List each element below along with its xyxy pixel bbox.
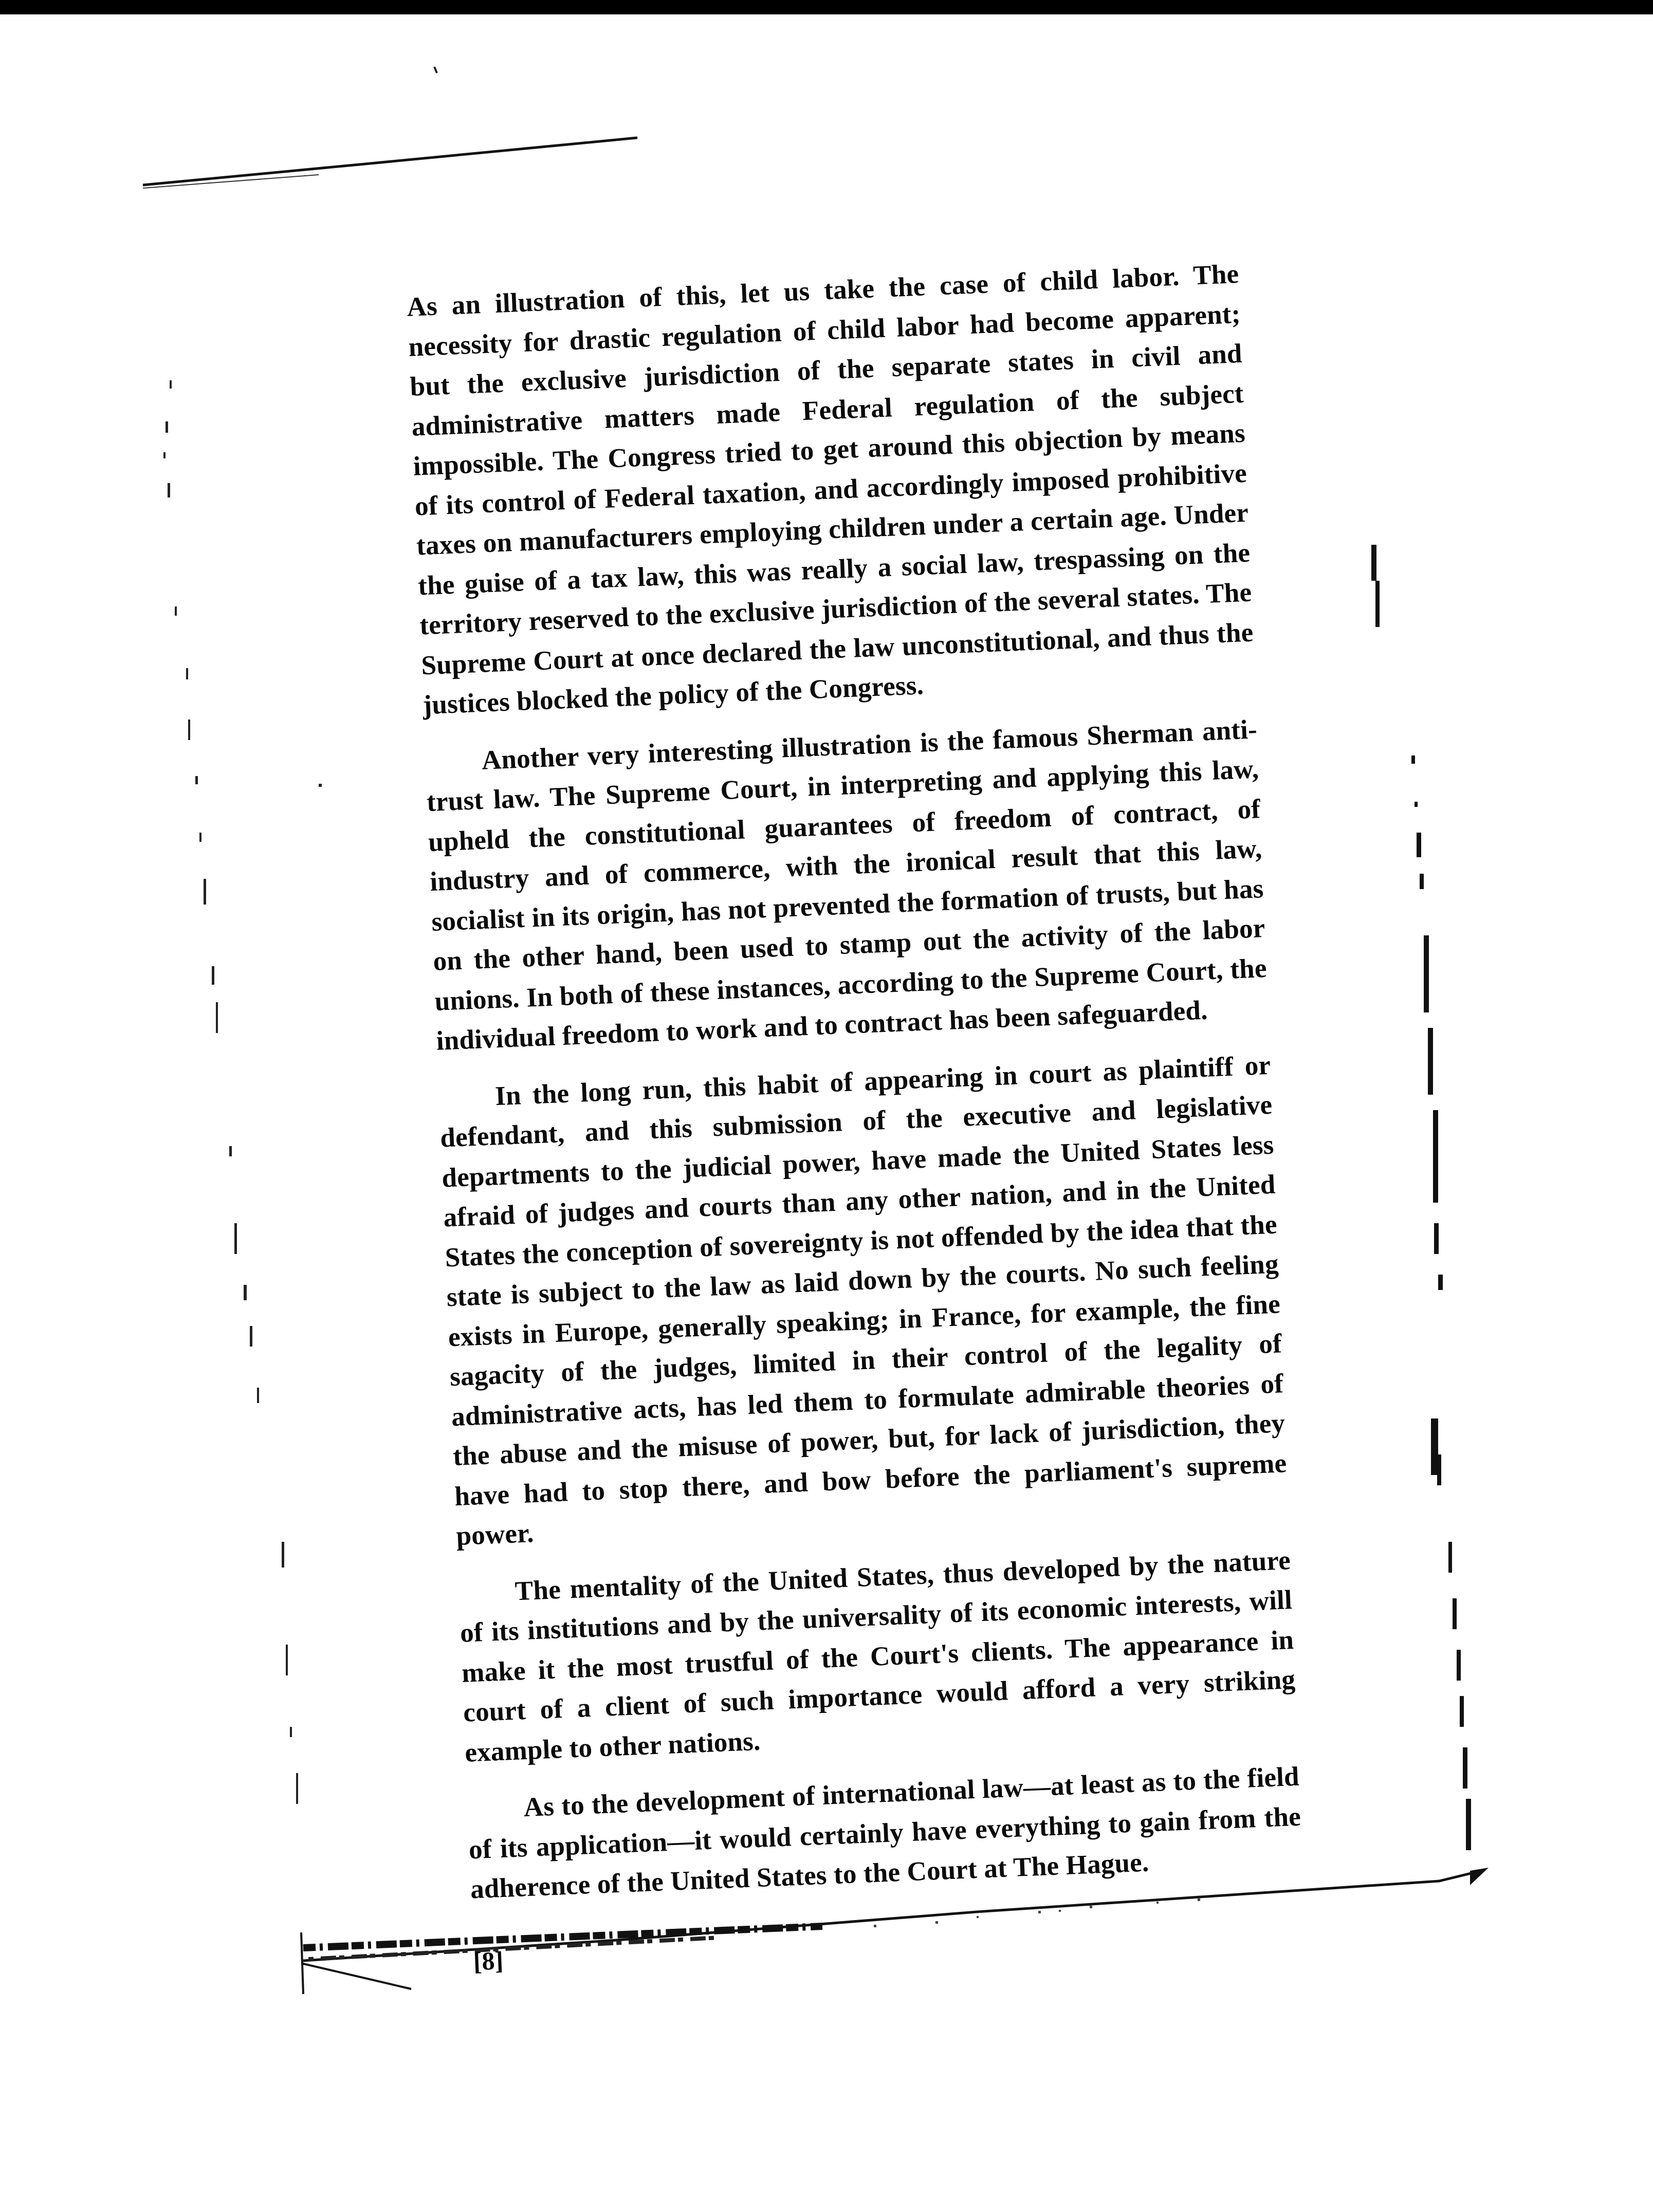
paragraph-international-law: As to the development of international law—at least as to the field of its application—it would certainly have everything to gain from the adherence of the United States to the Court at The Hague. (468, 1761, 1301, 1905)
paragraph-sherman-antitrust: Another very interesting illustration is the famous Sherman anti-trust law. The Supreme Court, in interpreting and applying this law, upheld the constitutional guarantees of freedom of contract, of industry and of commerce, with the ironical result that this law, socialist in its origin, has not prevented the formation of trusts, but has on the other hand, been used to stamp out the activity of the labor unions. In both of these instances, according to the Supreme Court, the individual freedom to work and to contract has been safeguarded. (426, 714, 1268, 1056)
paragraph-mentality: The mentality of the United States, thus developed by the nature of its institutions and by the universality of its economic interests, will make it the most trustful of the Court's clients. The appearance in court of a client of such importance would afford a very striking example to other nations. (459, 1545, 1296, 1768)
paragraph-judicial-power: In the long run, this habit of appearing in court as plaintiff or defendant, and this submission of the executive and legislative departments to the judicial power, have made the United States less afraid of judges and courts than any other nation, and in the United States the conception of sovereignty is not offended by the idea that the state is subject to the law as laid down by the courts. No such feeling exists in Europe, generally speaking; in France, for example, the fine sagacity of the judges, limited in their control of the legality of administrative acts, has led them to formulate admirable theories of the abuse and the misuse of power, but, for lack of jurisdiction, they have had to stop there, and bow before the parliament's supreme power. (439, 1050, 1288, 1552)
page-number: [8] (472, 1945, 504, 1976)
page-body (406, 254, 1306, 1977)
paragraph-child-labor: As an illustration of this, let us take the case of child labor. The necessity for drastic regulation of child labor had become apparent; but the exclusive jurisdiction of the separate states in civil and administrative matters made Federal regulation of the subject impossible. The Congress tried to get around this objection by means of its control of Federal taxation, and accordingly imposed prohibitive taxes on manufacturers employing children under a certain age. Under the guise of a tax law, this was really a social law, trespassing on the territory reserved to the exclusive jurisdiction of the several states. The Supreme Court at once declared the law unconstitutional, and thus the justices blocked the policy of the Congress. (406, 259, 1254, 721)
